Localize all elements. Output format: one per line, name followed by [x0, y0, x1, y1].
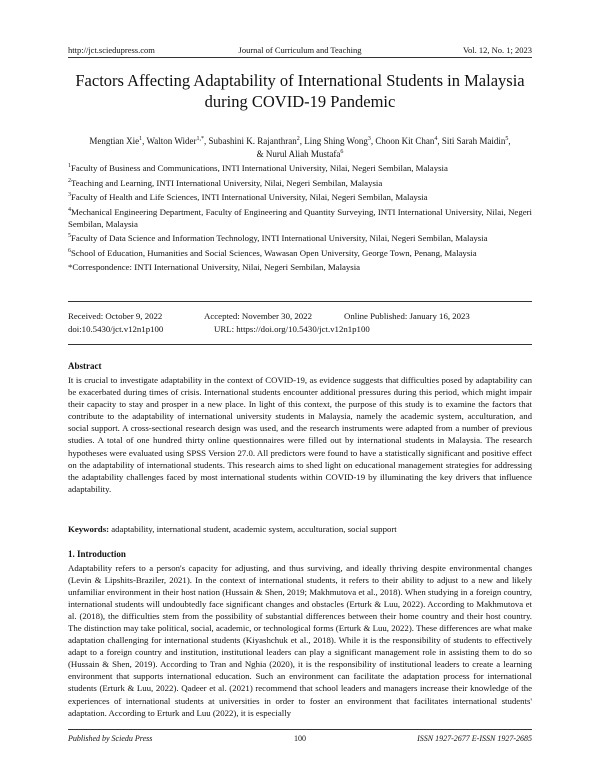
author-name: Ling Shing Wong [304, 136, 368, 146]
author-list: Mengtian Xie$^1$, Walton Wider$^{1,*}$, Subashini K. Rajanthran$^2$, Ling Shing Wong$^3$, Choon Kit Chan$^4$, Siti Sarah Maidin$^5$, & Nurul Aliah Mustafa$^6$ [89, 136, 511, 159]
author-name: Walton Wider [146, 136, 197, 146]
divider-top [68, 301, 532, 302]
author-name: Choon Kit Chan [375, 136, 435, 146]
received-date: Received: October 9, 2022 [68, 311, 163, 321]
author-name: Siti Sarah Maidin [441, 136, 506, 146]
paper-title: Factors Affecting Adaptability of International Students in Malaysia during COVID-19 Pandemic [75, 71, 525, 111]
footer-rule [68, 729, 532, 730]
keywords [68, 523, 532, 535]
running-header [68, 44, 532, 56]
accepted-date: Accepted: November 30, 2022 [204, 311, 312, 321]
correspondence: *Correspondence: INTI International University, Nilai, Negeri Sembilan, Malaysia [68, 262, 361, 273]
keywords-list: adaptability, international student, academic system, acculturation, social support [111, 524, 397, 534]
page-footer [68, 733, 532, 745]
issn: ISSN 1927-2677 E-ISSN 1927-2685 [417, 734, 532, 743]
divider-bottom [68, 344, 532, 345]
abstract-text: It is crucial to investigate adaptability in the context of COVID-19, as evidence suggests that difficulties posed by adaptability can be exacerbated during times of crisis. International students encounter additional pressures during this period, which might impair their capacity to stay and prosper in a new place. In light of this context, the purpose of this study is to examine the factors that contribute to the adaptability of international university students in Malaysia, namely the academic system, acculturation, and social support. A cross-sectional research design was used, and the research instruments were adapted from a number of previous studies. A total of one hundred thirty online questionnaires were filled out by international students in Malaysia. The research hypotheses were evaluated using SPSS Version 27.0. All predictors were found to have a statistically significant and positive effect on the adaptability of international students. This research aims to shed light on educational management strategies for addressing the adaptability challenges faced by most international students within COVID-19 by illuminating the key drivers that influence adaptability. [68, 375, 532, 494]
header-rule [68, 57, 532, 58]
author-name: Subashini K. Rajanthran [208, 136, 297, 146]
keywords-label: Keywords: [68, 524, 110, 534]
affiliation: $^3$Faculty of Health and Life Sciences, INTI International University, Nilai, Negeri Sembilan, Malaysia [68, 192, 428, 202]
affiliation: $^6$School of Education, Humanities and Social Sciences, Wawasan Open University, George Town, Penang, Malaysia [68, 247, 477, 258]
author-name: Nurul Aliah Mustafa [265, 148, 341, 159]
affiliation: $^4$Mechanical Engineering Department, Faculty of Engineering and Quantity Surveying, INTI International University, Nilai, Negeri Sembilan, Malaysia [68, 206, 532, 229]
publisher: Published by Sciedu Press [68, 734, 153, 743]
author-name: Mengtian Xie [89, 136, 140, 146]
published-date: Online Published: January 16, 2023 [344, 311, 470, 321]
affiliation: $^1$Faculty of Business and Communications, INTI International University, Nilai, Negeri Sembilan, Malaysia [68, 163, 448, 173]
introduction-text: Adaptability refers to a person's capacity for adjusting, and thus surviving, and ideally thriving despite environmental changes (Levin & Lipshits-Braziler, 2021). In the context of international students, it refers to their ability to adjust to a new and likely unfamiliar environment in their host nation (Hussain & Shen, 2019; Makhmutova et al., 2018). When studying in a foreign country, international students will undoubtedly face significant changes and obstacles (Erturk & Luu, 2022). According to Makhmutova et al. (2018), the difficulties stem from the possibility of substantial differences between their home country and their host country. The distinction may take political, social, academic, or technological forms (Erturk & Luu, 2022). These differences are what make adaptation challenging for international students (Kiyashchuk et al., 2018). While it is the responsibility of students to effectively adapt to a foreign country and institution, institutional leaders can play a significant management role in assisting them to do so (Hussain & Shen, 2019). According to Tran and Nghia (2020), it is the responsibility of institutional leaders to create a learning environment that supports international education. Such an environment can facilitate the adaptation process for international students (Erturk & Luu, 2022). Qadeer et al. (2021) recommend that school leaders and managers increase their knowledge of the experiences of international students at universities in order to foster an environment that facilitates international students' adaptation. According to Erturk and Luu (2022), it is especially [68, 563, 532, 718]
affiliation-list [68, 162, 532, 276]
journal-url[interactable]: http://jct.sciedupress.com [68, 45, 155, 55]
page-number: 100 [294, 734, 306, 743]
journal-name: Journal of Curriculum and Teaching [238, 45, 362, 55]
section-heading: 1. Introduction [68, 549, 126, 559]
affiliation: $^5$Faculty of Data Science and Information Technology, INTI International University, Nilai, Negeri Sembilan, Malaysia [68, 233, 488, 244]
abstract-heading: Abstract [68, 361, 102, 371]
affiliation: $^2$Teaching and Learning, INTI International University, Nilai, Negeri Sembilan, Malaysia [68, 177, 383, 188]
volume-info: Vol. 12, No. 1; 2023 [462, 45, 532, 55]
doi-url[interactable]: URL: https://doi.org/10.5430/jct.v12n1p100 [214, 323, 370, 334]
doi[interactable]: doi:10.5430/jct.v12n1p100 [68, 323, 164, 334]
publication-dates [68, 310, 532, 335]
